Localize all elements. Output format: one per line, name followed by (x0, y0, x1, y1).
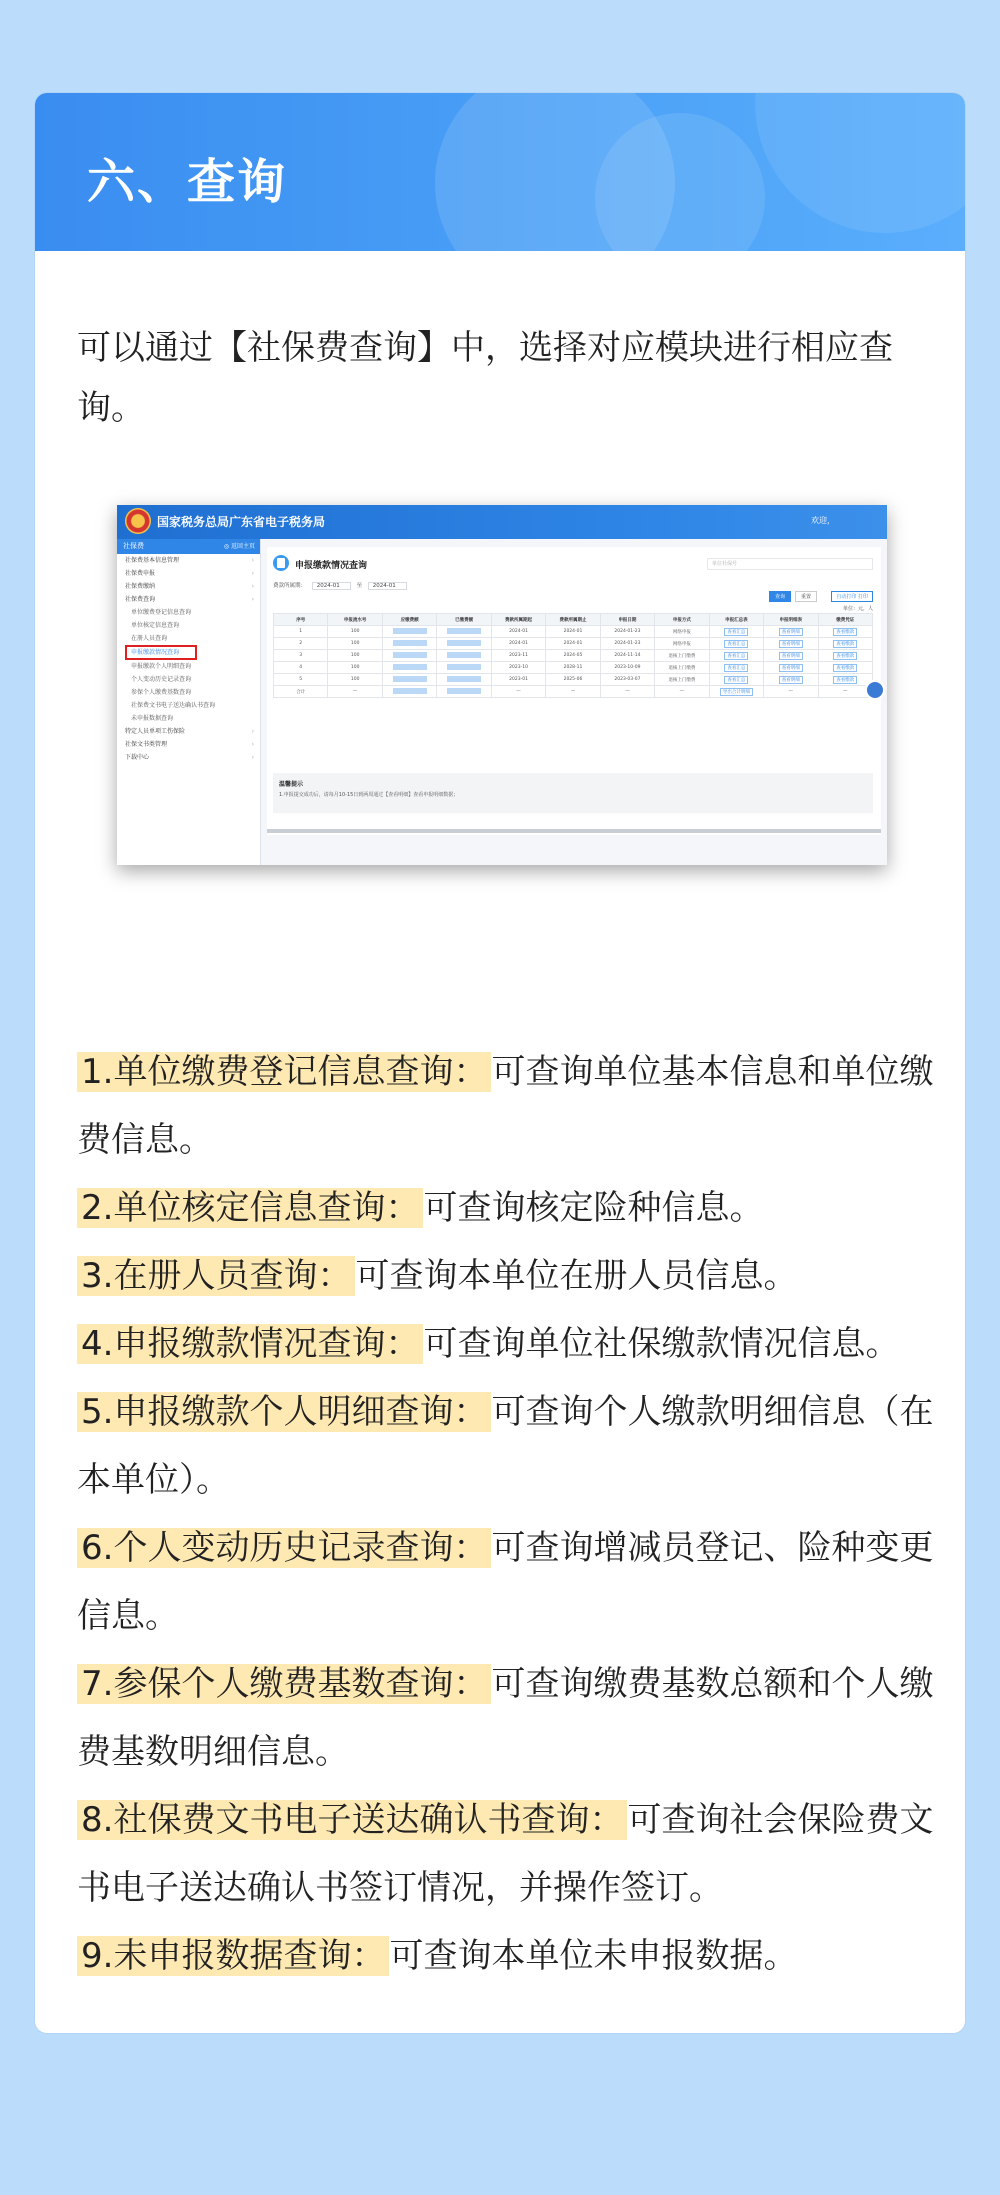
table-cell: — (328, 686, 382, 698)
table-cell: 3 (274, 650, 328, 662)
chevron-icon: › (251, 754, 254, 761)
screenshot-welcome: 欢迎， (811, 516, 835, 525)
table-row (274, 638, 873, 650)
sidebar-header (117, 539, 260, 554)
table-cell (764, 674, 818, 686)
sidebar-item-label: 社保文书类管理 (125, 741, 168, 748)
table-link[interactable]: 查看缴款 (833, 676, 857, 684)
sidebar-header-label: 社保费 (123, 542, 144, 550)
table-cell: — (600, 686, 654, 698)
table-header-cell: 申报方式 (655, 614, 709, 626)
sidebar-item-label: 下载中心 (125, 754, 150, 761)
sidebar-item[interactable] (117, 580, 260, 593)
table-cell: — (655, 686, 709, 698)
table-cell: 2023-10-09 (600, 662, 654, 674)
table-link[interactable]: 查看明细 (779, 664, 803, 672)
masked-amount (447, 640, 481, 646)
content-card (35, 93, 965, 2033)
query-item-key: 3.在册人员查询： (77, 1256, 355, 1296)
assistant-avatar-icon[interactable] (865, 680, 885, 700)
horizontal-scrollbar[interactable] (267, 829, 881, 833)
table-header-cell: 申报明细表 (764, 614, 818, 626)
sidebar-item-label: 社保费申报 (125, 570, 156, 577)
table-cell: — (491, 686, 545, 698)
query-item-desc: 可查询增减员登记、险种变更信息。 (77, 1528, 934, 1636)
query-item-list (77, 1038, 937, 1990)
table-cell: 1 (274, 626, 328, 638)
tips-title: 温馨提示 (279, 781, 304, 788)
sidebar-item-label: 未申报数据查询 (131, 715, 174, 722)
table-cell (818, 674, 872, 686)
table-link[interactable]: 查看明细 (779, 628, 803, 636)
query-item-key: 2.单位核定信息查询： (77, 1188, 423, 1228)
table-body (274, 626, 873, 698)
sidebar-item[interactable] (117, 606, 260, 619)
sidebar-item[interactable] (117, 660, 260, 673)
table-cell: 2023-11 (491, 650, 545, 662)
screenshot-sidebar (117, 539, 261, 865)
search-input[interactable]: 单位社保号 (707, 558, 873, 570)
table-cell: 2025-06 (546, 674, 600, 686)
table-cell (709, 662, 763, 674)
table-link[interactable]: 查看汇总 (724, 676, 748, 684)
table-cell (709, 674, 763, 686)
masked-amount (447, 688, 481, 694)
table-cell (437, 686, 491, 698)
table-header-cell: 费款所属期起 (491, 614, 545, 626)
table-link[interactable]: 查看缴款 (833, 628, 857, 636)
table-header-cell: 申报日期 (600, 614, 654, 626)
unit-label: 单位：元，人 (842, 606, 873, 612)
table-cell (437, 662, 491, 674)
masked-amount (393, 652, 427, 658)
main-title: 申报缴款情况查询 (295, 561, 368, 571)
table-cell (709, 650, 763, 662)
filter-label: 费款所属期： (273, 583, 307, 589)
query-item-key: 4.申报缴款情况查询： (77, 1324, 423, 1364)
query-item-desc: 可查询单位基本信息和单位缴费信息。 (77, 1052, 934, 1160)
sidebar-item[interactable] (117, 673, 260, 686)
query-item (77, 1310, 937, 1378)
table-cell (818, 650, 872, 662)
table-header-cell: 缴费凭证 (818, 614, 872, 626)
sidebar-item-label: 单位核定信息查询 (131, 622, 180, 629)
table-cell (382, 638, 436, 650)
table-cell (818, 638, 872, 650)
table-cell: 退核上门缴费 (655, 662, 709, 674)
table-header-cell: 序号 (274, 614, 328, 626)
table-cell: 2024-05 (546, 650, 600, 662)
period-to-input[interactable]: 2024-01 (368, 582, 407, 590)
sidebar-item-label: 特定人员单项工伤保险 (125, 728, 186, 735)
table-cell (382, 674, 436, 686)
table-cell: 2024-01 (491, 626, 545, 638)
chevron-icon: › (251, 741, 254, 748)
table-cell (382, 686, 436, 698)
sidebar-item[interactable] (117, 751, 260, 764)
table-header-cell: 应缴费额 (382, 614, 436, 626)
table-header-row (274, 614, 873, 626)
sidebar-item[interactable] (117, 593, 260, 606)
sidebar-item-label: 参保个人缴费基数查询 (131, 689, 192, 696)
query-item-desc: 可查询缴费基数总额和个人缴费基数明细信息。 (77, 1664, 934, 1772)
table-cell: 2023-03-07 (600, 674, 654, 686)
chevron-icon: › (251, 583, 254, 590)
table-cell: 100 (328, 626, 382, 638)
table-cell: — (818, 686, 872, 698)
table-cell: 2023-10 (491, 662, 545, 674)
table-link[interactable]: 查看缴款 (833, 652, 857, 660)
table-header-cell: 费款所属期止 (546, 614, 600, 626)
table-header-cell: 申报汇总表 (709, 614, 763, 626)
table-cell (764, 638, 818, 650)
query-item-desc: 可查询社会保险费文书电子送达确认书签订情况，并操作签订。 (77, 1800, 934, 1908)
filter-to-label: 至 (356, 583, 363, 589)
table-cell: 2024-01-23 (600, 638, 654, 650)
table-cell (818, 626, 872, 638)
table-cell (709, 686, 763, 698)
header-decoration (755, 93, 965, 233)
section-header (35, 93, 965, 251)
query-item-key: 8.社保费文书电子送达确认书查询： (77, 1800, 627, 1840)
masked-amount (447, 664, 481, 670)
table-cell (382, 662, 436, 674)
query-item (77, 1174, 937, 1242)
query-item-desc: 可查询本单位在册人员信息。 (355, 1256, 798, 1296)
table-cell (764, 626, 818, 638)
table-cell: 2023-01 (491, 674, 545, 686)
table-link[interactable]: 查看汇总 (724, 652, 748, 660)
table-header-cell: 申报流水号 (328, 614, 382, 626)
masked-amount (393, 676, 427, 682)
screenshot-brand: 国家税务总局广东省电子税务局 (157, 515, 326, 529)
table-cell: 网络申报 (655, 626, 709, 638)
sidebar-item[interactable] (117, 712, 260, 725)
table-cell: 2024-01 (546, 626, 600, 638)
table-cell: 100 (328, 662, 382, 674)
table-cell: 5 (274, 674, 328, 686)
table-cell: 合计 (274, 686, 328, 698)
sidebar-item-label: 在册人员查询 (131, 635, 168, 642)
sidebar-item-label: 申报缴款个人明细查询 (131, 663, 192, 670)
table-cell (437, 650, 491, 662)
masked-amount (393, 688, 427, 694)
query-item (77, 1514, 937, 1650)
masked-amount (447, 628, 481, 634)
tax-emblem-icon (125, 508, 151, 534)
table-header-cell: 已缴费额 (437, 614, 491, 626)
sidebar-item[interactable] (117, 554, 260, 567)
table-cell: 2 (274, 638, 328, 650)
query-item (77, 1242, 937, 1310)
table-cell (437, 674, 491, 686)
sidebar-item-label: 社保费文书电子送达确认书查询 (131, 702, 216, 709)
query-item (77, 1378, 937, 1514)
table-cell: 网络申报 (655, 638, 709, 650)
table-link[interactable]: 查看汇总 (724, 664, 748, 672)
table-cell (764, 662, 818, 674)
table-cell: 2024-01 (546, 638, 600, 650)
table-cell: 2028-11 (546, 662, 600, 674)
query-item (77, 1650, 937, 1786)
chevron-icon: › (251, 728, 254, 735)
sidebar-item-label: 单位缴费登记信息查询 (131, 609, 192, 616)
intro-text: 可以通过【社保费查询】中，选择对应模块进行相应查询。 (77, 328, 893, 428)
table-cell: 退核上门缴费 (655, 674, 709, 686)
query-item-desc: 可查询本单位未申报数据。 (389, 1936, 798, 1976)
period-filter (273, 581, 411, 590)
sidebar-item[interactable] (117, 632, 260, 645)
table-link[interactable]: 查看明细 (779, 652, 803, 660)
query-item-key: 5.申报缴款个人明细查询： (77, 1392, 491, 1432)
sidebar-item-label: 申报缴款情况查询 (131, 649, 180, 656)
table-row (274, 650, 873, 662)
table-row (274, 662, 873, 674)
chevron-icon: › (251, 596, 254, 603)
table-cell (382, 626, 436, 638)
screenshot-main (267, 547, 881, 835)
document-icon (273, 555, 289, 571)
masked-amount (393, 664, 427, 670)
table-link[interactable]: 查看缴款 (833, 640, 857, 648)
chevron-icon: › (251, 570, 254, 577)
table-cell (382, 650, 436, 662)
table-cell (437, 638, 491, 650)
table-cell: — (546, 686, 600, 698)
query-item-desc: 可查询单位社保缴款情况信息。 (423, 1324, 900, 1364)
table-cell: 100 (328, 650, 382, 662)
sidebar-item[interactable] (117, 686, 260, 699)
table-link[interactable]: 查看汇总 (724, 628, 748, 636)
table-cell (437, 626, 491, 638)
table-cell: 100 (328, 674, 382, 686)
table-link[interactable]: 查看明细 (779, 676, 803, 684)
tips-text: 1.申报提交成功后，请每月10-15日到两周通过【查看明细】查看申报明细数据； (279, 792, 459, 798)
query-item-key: 1.单位缴费登记信息查询： (77, 1052, 491, 1092)
sidebar-item[interactable] (117, 619, 260, 632)
table-link[interactable]: 查看汇总 (724, 640, 748, 648)
table-cell (818, 662, 872, 674)
table-cell: 4 (274, 662, 328, 674)
masked-amount (393, 628, 427, 634)
period-from-input[interactable]: 2024-01 (312, 582, 351, 590)
table-cell: 100 (328, 638, 382, 650)
sidebar-item-label: 社保费查询 (125, 596, 156, 603)
masked-amount (447, 676, 481, 682)
query-item-desc: 可查询个人缴款明细信息（在本单位）。 (77, 1392, 934, 1500)
system-screenshot (117, 505, 887, 865)
masked-amount (393, 640, 427, 646)
reset-button[interactable]: 重置 (795, 591, 817, 602)
table-row (274, 626, 873, 638)
table-cell (764, 650, 818, 662)
table-cell (709, 626, 763, 638)
sidebar-item-label: 社保费基本信息管理 (125, 557, 180, 564)
table-row (274, 674, 873, 686)
sidebar-item[interactable] (117, 738, 260, 751)
table-row (274, 686, 873, 698)
query-item-key: 7.参保个人缴费基数查询： (77, 1664, 491, 1704)
table-link[interactable]: 查看明细 (779, 640, 803, 648)
sidebar-item-label: 个人变动历史记录查询 (131, 676, 192, 683)
sidebar-item[interactable] (117, 699, 260, 712)
table-cell: 2024-01-23 (600, 626, 654, 638)
table-cell: — (764, 686, 818, 698)
sidebar-item-label: 社保费缴纳 (125, 583, 156, 590)
sidebar-back-link[interactable]: ◎ 返回主页 (223, 543, 255, 550)
query-item-key: 6.个人变动历史记录查询： (77, 1528, 491, 1568)
query-item-key: 9.未申报数据查询： (77, 1936, 389, 1976)
section-title: 六、查询 (87, 154, 288, 210)
table-cell: 2024-01 (491, 638, 545, 650)
table-link[interactable]: 导出合计明细 (720, 688, 753, 696)
print-button[interactable]: 自动打印 打印 (831, 591, 873, 602)
tips-box (273, 773, 873, 813)
query-item-desc: 可查询核定险种信息。 (423, 1188, 764, 1228)
query-item (77, 1038, 937, 1174)
masked-amount (447, 652, 481, 658)
chevron-icon: › (251, 557, 254, 564)
sidebar-list (117, 554, 260, 764)
screenshot-topbar (117, 505, 887, 539)
query-button[interactable]: 查询 (769, 591, 791, 602)
query-item (77, 1922, 937, 1990)
table-cell (709, 638, 763, 650)
query-item (77, 1786, 937, 1922)
sidebar-item[interactable] (117, 725, 260, 738)
sidebar-item[interactable] (125, 645, 197, 660)
table-cell: 退核上门缴费 (655, 650, 709, 662)
table-cell: 2024-11-14 (600, 650, 654, 662)
table-link[interactable]: 查看缴款 (833, 664, 857, 672)
result-table (273, 613, 873, 698)
sidebar-item[interactable] (117, 567, 260, 580)
